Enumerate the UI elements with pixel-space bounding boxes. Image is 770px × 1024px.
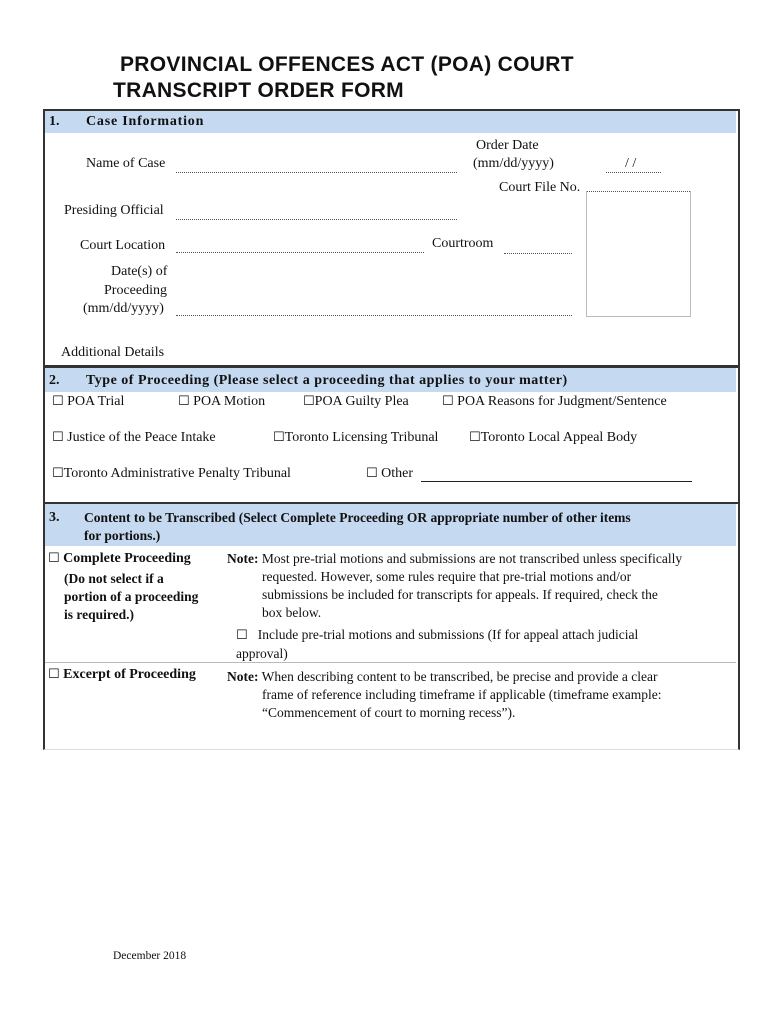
form-title-line2: TRANSCRIPT ORDER FORM: [113, 79, 404, 102]
section1-header: [45, 111, 736, 133]
other-field[interactable]: [421, 481, 692, 482]
section3-header: [45, 504, 736, 546]
court-location-label: Court Location: [80, 238, 166, 253]
section2-header: [45, 368, 736, 392]
excerpt-note-line3: “Commencement of court to morning recess”).: [262, 705, 516, 720]
checkbox-icon[interactable]: ☐: [52, 430, 64, 445]
section2-heading: Type of Proceeding (Please select a proceeding that applies to your matter): [86, 373, 568, 388]
section2-number: 2.: [49, 373, 60, 388]
footer-date: December 2018: [113, 950, 187, 962]
include-pretrial-line2: approval): [236, 646, 288, 661]
section3-number: 3.: [49, 510, 60, 525]
court-file-box: [586, 191, 691, 317]
section3-heading-line2: for portions.): [84, 528, 161, 543]
presiding-official-label: Presiding Official: [64, 203, 164, 218]
order-date-separators: / /: [625, 156, 637, 171]
court-location-field[interactable]: [176, 252, 424, 253]
option-toronto-admin-penalty[interactable]: ☐Toronto Administrative Penalty Tribunal: [52, 466, 291, 481]
complete-sub-line3: is required.): [64, 607, 135, 622]
dates-of-proceeding-field[interactable]: [176, 315, 572, 316]
checkbox-icon[interactable]: ☐: [236, 628, 248, 643]
checkbox-icon[interactable]: ☐: [303, 394, 315, 409]
order-date-format: (mm/dd/yyyy): [473, 156, 554, 171]
excerpt-proceeding-option[interactable]: ☐ Excerpt of Proceeding: [48, 667, 196, 682]
checkbox-icon[interactable]: ☐: [442, 394, 454, 409]
excerpt-note-line2: frame of reference including timeframe if applicable (timeframe example:: [262, 687, 662, 702]
order-date-label: Order Date: [476, 138, 539, 153]
option-poa-motion[interactable]: ☐ POA Motion: [178, 394, 266, 409]
include-pretrial-option[interactable]: ☐ Include pre-trial motions and submissions (If for appeal attach judicial: [236, 627, 639, 643]
excerpt-note-line1: Note: When describing content to be transcribed, be precise and provide a clear: [227, 669, 658, 684]
row-divider: [45, 662, 736, 663]
checkbox-icon[interactable]: ☐: [366, 466, 378, 481]
presiding-official-field[interactable]: [176, 219, 457, 220]
option-toronto-licensing[interactable]: ☐Toronto Licensing Tribunal: [273, 430, 439, 445]
section1-number: 1.: [49, 114, 60, 129]
name-of-case-field[interactable]: [176, 172, 457, 173]
checkbox-icon[interactable]: ☐: [273, 430, 285, 445]
option-toronto-appeal[interactable]: ☐Toronto Local Appeal Body: [469, 430, 638, 445]
courtroom-field[interactable]: [504, 253, 572, 254]
complete-note-line2: requested. However, some rules require that pre-trial motions and/or: [262, 569, 632, 584]
dates-label-line2: Proceeding: [104, 283, 167, 298]
checkbox-icon[interactable]: ☐: [52, 394, 64, 409]
complete-note-line4: box below.: [262, 605, 322, 620]
option-poa-guilty-plea[interactable]: ☐POA Guilty Plea: [303, 394, 409, 409]
checkbox-icon[interactable]: ☐: [178, 394, 190, 409]
section1-heading: Case Information: [86, 114, 205, 129]
form-title-line1: PROVINCIAL OFFENCES ACT (POA) COURT: [120, 53, 574, 76]
courtroom-label: Courtroom: [432, 236, 494, 251]
court-file-no-label: Court File No.: [499, 180, 581, 195]
checkbox-icon[interactable]: ☐: [48, 667, 60, 682]
option-other[interactable]: ☐ Other: [366, 466, 414, 481]
complete-note-line3: submissions be included for transcripts for appeals. If required, check the: [262, 587, 658, 602]
complete-sub-line1: (Do not select if a: [64, 571, 164, 586]
checkbox-icon[interactable]: ☐: [469, 430, 481, 445]
additional-details-label: Additional Details: [61, 345, 165, 360]
complete-note-line1: Note: Most pre-trial motions and submissions are not transcribed unless specifically: [227, 551, 683, 566]
checkbox-icon[interactable]: ☐: [52, 466, 64, 481]
order-date-field[interactable]: [606, 172, 661, 173]
dates-label-line1: Date(s) of: [111, 264, 168, 279]
checkbox-icon[interactable]: ☐: [48, 551, 60, 566]
dates-label-line3: (mm/dd/yyyy): [83, 301, 164, 316]
complete-proceeding-option[interactable]: ☐ Complete Proceeding: [48, 551, 191, 566]
name-of-case-label: Name of Case: [86, 156, 166, 171]
option-poa-trial[interactable]: ☐ POA Trial: [52, 394, 125, 409]
option-poa-reasons[interactable]: ☐ POA Reasons for Judgment/Sentence: [442, 394, 667, 409]
option-jp-intake[interactable]: ☐ Justice of the Peace Intake: [52, 430, 216, 445]
section3-heading-line1: Content to be Transcribed (Select Complete Proceeding OR appropriate number of other items: [84, 510, 631, 525]
complete-sub-line2: portion of a proceeding: [64, 589, 199, 604]
